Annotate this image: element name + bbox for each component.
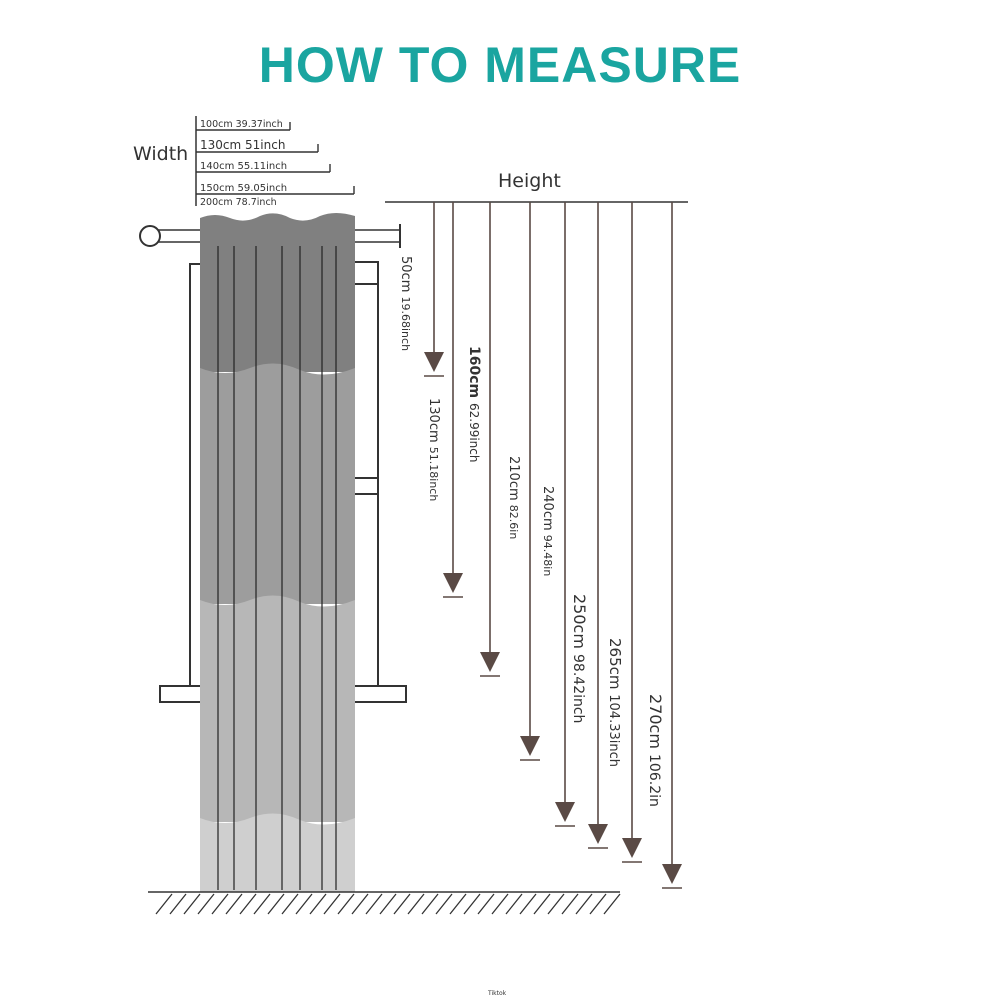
height-option: [570, 202, 608, 848]
height-option-label: [606, 638, 624, 767]
height-cm: 250cm: [570, 594, 589, 655]
height-cm: 160cm: [466, 346, 482, 403]
height-option-label: [540, 486, 555, 576]
height-cm: 50cm: [398, 256, 413, 297]
height-arrowhead: [443, 573, 463, 593]
height-arrowhead: [480, 652, 500, 672]
height-arrowhead: [588, 824, 608, 844]
floor: [148, 892, 620, 914]
height-cm: 270cm: [646, 694, 665, 755]
width-option-label: 150cm 59.05inch: [200, 183, 288, 194]
height-option-label: [466, 346, 482, 462]
height-inch: 19.68inch: [399, 296, 412, 352]
curtain-panel: [200, 213, 355, 892]
height-option-label: [646, 694, 665, 807]
width-guide: [133, 116, 354, 208]
height-inch: 82.6in: [507, 504, 520, 540]
width-option-label: 100cm 39.37inch: [200, 119, 283, 130]
height-arrowhead: [622, 838, 642, 858]
height-inch: 104.33inch: [606, 694, 621, 767]
height-option-label: [398, 256, 413, 351]
width-option: [196, 161, 330, 172]
height-label: Height: [498, 170, 561, 192]
width-option-label: 130cm 51inch: [200, 138, 286, 152]
height-cm: 265cm: [606, 638, 624, 695]
width-option: [196, 138, 318, 152]
height-guide: [385, 170, 688, 888]
width-label: Width: [133, 143, 189, 165]
height-option-label: [570, 594, 589, 723]
height-option-label: [426, 398, 441, 501]
height-arrowhead: [424, 352, 444, 372]
height-arrowhead: [662, 864, 682, 884]
height-option: [506, 202, 540, 760]
height-cm: 130cm: [426, 398, 441, 447]
height-inch: 94.48in: [541, 534, 554, 577]
height-cm: 240cm: [540, 486, 555, 535]
width-option-label: 140cm 55.11inch: [200, 161, 288, 172]
width-option-label: 200cm 78.7inch: [200, 197, 277, 208]
height-option: [606, 202, 642, 862]
height-option: [398, 202, 444, 376]
height-option: [466, 202, 500, 676]
height-option: [646, 202, 682, 888]
height-cm: 210cm: [506, 456, 521, 505]
height-arrowhead: [520, 736, 540, 756]
height-inch: 51.18inch: [427, 446, 440, 502]
width-option: [200, 197, 277, 208]
width-option: [196, 119, 290, 130]
height-option: [540, 202, 575, 826]
height-inch: 98.42inch: [570, 654, 586, 724]
height-inch: 62.99inch: [467, 402, 481, 463]
height-inch: 106.2in: [646, 754, 662, 807]
width-option: [196, 183, 354, 194]
page-title: HOW TO MEASURE: [258, 37, 742, 93]
height-option: [426, 202, 463, 597]
watermark: Tiktok: [488, 990, 507, 997]
height-arrowhead: [555, 802, 575, 822]
height-option-label: [506, 456, 521, 539]
